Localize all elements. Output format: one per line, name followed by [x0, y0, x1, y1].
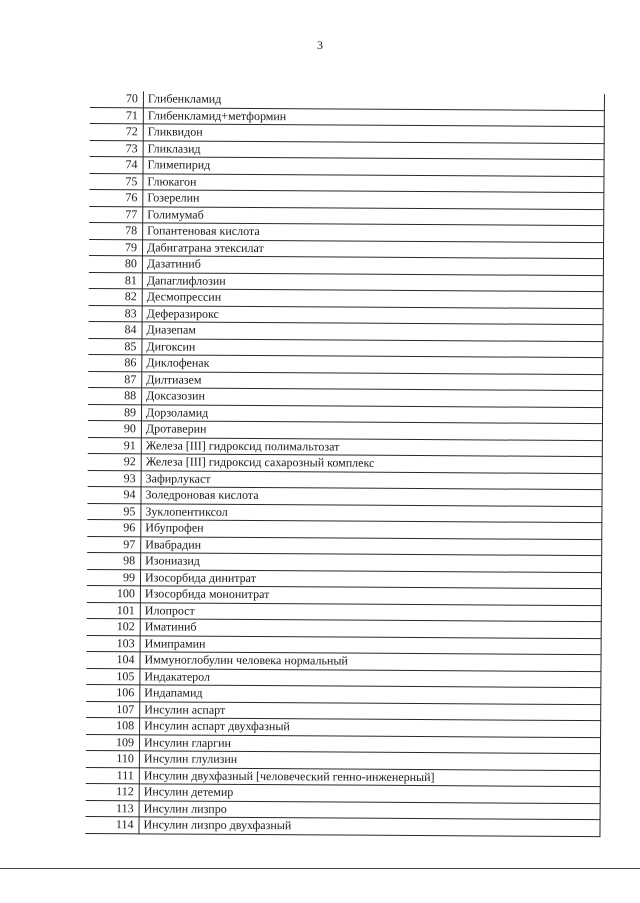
row-number: 101: [87, 602, 141, 619]
drug-name: Глимепирид: [143, 157, 604, 176]
table-row: [85, 816, 600, 836]
row-number: 107: [86, 701, 140, 718]
row-number: 91: [88, 437, 142, 454]
row-number: 114: [85, 816, 139, 833]
row-number: 92: [88, 453, 142, 470]
drug-name: Дилтиазем: [142, 371, 603, 390]
row-number: 93: [88, 470, 142, 487]
drug-name: Золедроновая кислота: [141, 487, 602, 506]
row-number: 113: [86, 800, 140, 817]
drug-name: Инсулин глулизин: [139, 751, 600, 770]
drug-name: Иммуноглобулин человека нормальный: [140, 652, 601, 671]
drug-name: Глибенкламид+метформин: [143, 107, 604, 126]
drug-name: Иматиниб: [140, 619, 601, 638]
drug-name: Дротаверин: [141, 421, 602, 440]
row-number: 103: [87, 635, 141, 652]
drug-name: Деферазирокс: [142, 305, 603, 324]
drug-name: Дигоксин: [142, 338, 603, 357]
drug-name: Дабигатрана этексилат: [142, 239, 603, 258]
drug-name: Железа [III] гидроксид полимальтозат: [141, 437, 602, 456]
row-number: 79: [89, 239, 143, 256]
drug-name: Изониазид: [141, 553, 602, 572]
drug-name: Имипрамин: [140, 635, 601, 654]
drug-name: Глибенкламид: [143, 91, 604, 110]
drug-name: Железа [III] гидроксид сахарозный комплекс: [141, 454, 602, 473]
row-number: 76: [89, 189, 143, 206]
row-number: 85: [88, 338, 142, 355]
row-number: 98: [87, 552, 141, 569]
row-number: 89: [88, 404, 142, 421]
row-number: 80: [89, 255, 143, 272]
row-number: 108: [86, 717, 140, 734]
drug-name: Инсулин аспарт двухфазный: [140, 718, 601, 737]
drug-name: Инсулин гларгин: [139, 734, 600, 753]
row-number: 84: [88, 321, 142, 338]
row-number: 77: [89, 206, 143, 223]
row-number: 88: [88, 387, 142, 404]
drug-name: Гликвидон: [143, 124, 604, 143]
row-number: 81: [89, 272, 143, 289]
row-number: 95: [87, 503, 141, 520]
drug-name: Изосорбида динитрат: [140, 569, 601, 588]
drug-name: Дазатиниб: [142, 256, 603, 275]
row-number: 105: [86, 668, 140, 685]
row-number: 104: [86, 651, 140, 668]
drug-name: Ивабрадин: [141, 536, 602, 555]
drug-name: Инсулин двухфазный [человеческий генно-инженерный]: [139, 767, 600, 786]
row-number: 106: [86, 684, 140, 701]
page-number: 3: [317, 38, 323, 52]
row-number: 87: [88, 371, 142, 388]
drug-name: Гозерелин: [143, 190, 604, 209]
drug-name: Глюкагон: [143, 173, 604, 192]
row-number: 112: [86, 783, 140, 800]
row-number: 82: [89, 288, 143, 305]
drug-name: Илопрост: [140, 602, 601, 621]
drug-name: Диазепам: [142, 322, 603, 341]
row-number: 83: [89, 305, 143, 322]
footer-divider: [0, 868, 640, 869]
row-number: 73: [90, 140, 144, 157]
drug-name: Гликлазид: [143, 140, 604, 159]
drug-list-table: [85, 91, 605, 837]
row-number: 86: [88, 354, 142, 371]
drug-name: Инсулин лизпро двухфазный: [139, 817, 600, 836]
drug-name: Инсулин лизпро: [139, 800, 600, 819]
row-number: 110: [86, 750, 140, 767]
row-number: 74: [89, 156, 143, 173]
drug-name: Индапамид: [140, 685, 601, 704]
row-number: 96: [87, 519, 141, 536]
drug-name: Диклофенак: [142, 355, 603, 374]
row-number: 71: [90, 107, 144, 124]
row-number: 109: [86, 734, 140, 751]
row-number: 97: [87, 536, 141, 553]
row-number: 72: [90, 123, 144, 140]
drug-name: Изосорбида мононитрат: [140, 586, 601, 605]
drug-name: Десмопрессин: [142, 289, 603, 308]
row-number: 90: [88, 420, 142, 437]
row-number: 102: [87, 618, 141, 635]
drug-name: Инсулин аспарт: [140, 701, 601, 720]
row-number: 100: [87, 585, 141, 602]
drug-name: Индакатерол: [140, 668, 601, 687]
row-number: 94: [87, 486, 141, 503]
drug-name: Ибупрофен: [141, 520, 602, 539]
drug-name: Зафирлукаст: [141, 470, 602, 489]
drug-name: Дапаглифлозин: [142, 272, 603, 291]
row-number: 99: [87, 569, 141, 586]
table-body: [85, 91, 604, 836]
drug-name: Дорзоламид: [141, 404, 602, 423]
drug-name: Инсулин детемир: [139, 784, 600, 803]
drug-name: Зуклопентиксол: [141, 503, 602, 522]
row-number: 78: [89, 222, 143, 239]
drug-name: Гопантеновая кислота: [143, 223, 604, 242]
row-number: 70: [90, 91, 144, 107]
drug-name: Голимумаб: [143, 206, 604, 225]
row-number: 111: [86, 767, 140, 784]
row-number: 75: [89, 173, 143, 190]
drug-name: Доксазозин: [142, 388, 603, 407]
